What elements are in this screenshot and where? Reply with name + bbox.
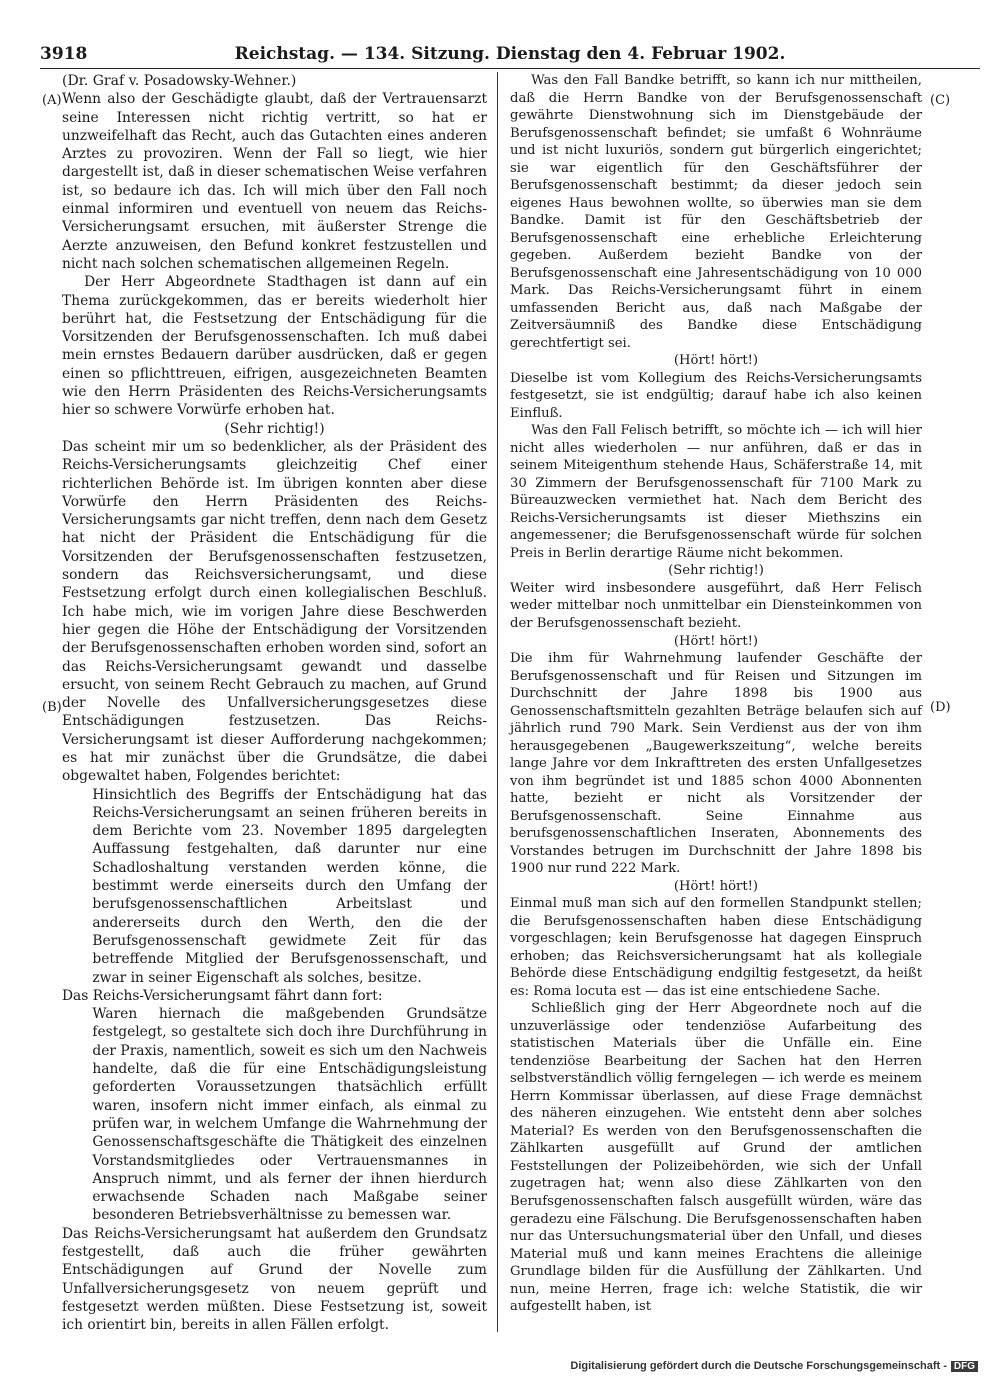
page-number: 3918: [40, 44, 88, 64]
paragraph: Der Herr Abgeordnete Stadthagen ist dann auf ein Thema zurückgekommen, das er bereits wiederholt hier berührt hat, die Festsetzung der Entschädigung für die Vorsitzenden der Berufsgenossenschaften. Ich muß dabei mein ernstes Bedauern darüber ausdrücken, daß er gegen einen so pflichttreuen, eifrigen, ausgezeichneten Beamten wie den Herrn Präsidenten des Reichs-Versicherungsamts hier so schwere Vorwürfe erhoben hat.: [62, 274, 487, 419]
interjection: (Hört! hört!): [673, 353, 759, 369]
paragraph: Schließlich ging der Herr Abgeordnete noch auf die unzuverlässige oder tendenziöse Aufarbeitung des statistischen Materials über die Unfälle ein. Eine tendenziöse Bearbeitung der Sachen hat den Herren selbstverständlich völlig ferngelegen — ich werde es meinem Herrn Kommissar überlassen, auf diese Frage demnächst des näheren einzugehen. Wie entsteht denn aber solches Material? Es werden von den Berufsgenossenschaften die Zählkarten ausgefüllt auf Grund der amtlichen Feststellungen der Polizeibehörden, wie sich der Unfall zugetragen hat; wenn also diese Zählkarten von den Berufsgenossenschaften falsch ausgefüllt würden, wäre das geradezu eine Fälschung. Die Berufsgenossenschaften haben nur das Untersuchungsmaterial über den Unfall, und dieses Material muß und kann meines Erachtens die alleinige Grundlage bilden für die Ausfüllung der Zählkarten. Und nun, meine Herren, frage ich: welche Statistik, die wir aufgestellt haben, ist: [510, 1001, 922, 1315]
page-header: [40, 44, 980, 66]
interjection: (Sehr richtig!): [224, 420, 325, 437]
paragraph: Wenn also der Geschädigte glaubt, daß der Vertrauensarzt seine Interessen nicht richtig vertritt, so hat er unzweifelhaft das Recht, auch das Gutachten eines anderen Arztes zu provoziren. Wenn der Fall so liegt, wie hier dargestellt ist, daß in dieser schematischen Weise verfahren ist, so bedaure ich das. Ich will mich über den Fall noch einmal informiren und eventuell von neuem das Reichs-Versicherungsamt ersuchen, mit äußerster Strenge die Aerzte anzuweisen, den Befund konkret festzustellen und nicht nach solchen schematischen allgemeinen Regeln.: [62, 91, 487, 272]
interjection: (Hört! hört!): [673, 633, 759, 649]
page-title: Reichstag. — 134. Sitzung. Dienstag den 4. Februar 1902.: [234, 44, 786, 64]
header-rule: [40, 68, 980, 69]
interjection: (Hört! hört!): [673, 878, 759, 894]
right-column: [510, 72, 922, 1316]
margin-mark-a: (A): [42, 93, 62, 108]
margin-mark-c: (C): [930, 93, 951, 108]
dfg-logo: DFG: [951, 1361, 978, 1372]
speaker-label: (Dr. Graf v. Posadowsky-Wehner.): [62, 73, 297, 89]
paragraph: Hinsichtlich des Begriffs der Entschädigung hat das Reichs-Versicherungsamt an seinen früheren bereits in dem Berichte vom 23. November 1895 dargelegten Auffassung festgehalten, daß darunter nur eine Schadloshaltung verstanden werden könne, die bestimmt werde einerseits durch den Umfang der berufsgenossenschaftlichen Arbeitslast und andererseits durch den Werth, den die der Berufsgenossenschaft gewidmete Zeit für das betreffende Mitglied der Berufsgenossenschaft, und zwar in seiner Eigenschaft als solches, besitze.: [92, 786, 487, 986]
paragraph: Weiter wird insbesondere ausgeführt, daß Herr Felisch weder mittelbar noch unmittelbar ein Diensteinkommen von der Berufsgenossenschaft bezieht.: [510, 580, 922, 631]
footer-credit: [570, 1360, 978, 1372]
paragraph: Das Reichs-Versicherungsamt hat außerdem den Grundsatz festgestellt, daß auch die früher gewährten Entschädigungen auf Grund der Novelle zum Unfallversicherungsgesetz von neuem geprüft und festgesetzt werden müßten. Diese Festsetzung ist, soweit ich orientirt bin, bereits in allen Fällen erfolgt.: [62, 1225, 487, 1334]
paragraph: Die ihm für Wahrnehmung laufender Geschäfte der Berufsgenossenschaft und für Reisen und Sitzungen im Durchschnitt der Jahre 1898 bis 1900 aus Genossenschaftsmitteln gezahlten Beträge belaufen sich auf jährlich rund 790 Mark. Sein Verdienst aus der von ihm herausgegebenen „Baugewerkszeitung“, welche bereits lange Jahre vor dem Inkrafttreten des ersten Unfallgesetzes von ihm begründet ist und 1885 schon 4000 Abonnenten hatte, bezieht er nicht als Vorsitzender der Berufsgenossenschaft. Seine Einnahme aus berufsgenossenschaftlichen Inseraten, Abonnements des Vorstandes betrugen im Durchschnitt der Jahre 1898 bis 1900 nur rund 222 Mark.: [510, 651, 922, 877]
paragraph: Das Reichs-Versicherungsamt fährt dann fort:: [62, 987, 383, 1004]
left-column: [62, 72, 487, 1334]
paragraph: Waren hiernach die maßgebenden Grundsätze festgelegt, so gestaltete sich doch ihre Durchführung in der Praxis, namentlich, soweit es sich um den Nachweis handelte, daß die für eine Entschädigungsleistung geforderten Voraussetzungen thatsächlich erfüllt waren, insofern nicht immer einfach, als einmal zu prüfen war, in welchem Umfange die Wahrnehmung der Genossenschaftsgeschäfte die Thätigkeit des einzelnen Vorstandsmitgliedes oder Vertrauensmannes in Anspruch nimmt, und als ferner der ihnen hierdurch erwachsende Schaden nach Maßgabe seiner besonderen Betriebsverhältnisse zu bemessen war.: [92, 1006, 487, 1224]
footer-text: Digitalisierung gefördert durch die Deutsche Forschungsgemeinschaft -: [570, 1360, 947, 1372]
paragraph: Dieselbe ist vom Kollegium des Reichs-Versicherungsamts festgesetzt, sie ist endgültig; darauf habe ich also keinen Einfluß.: [510, 370, 922, 421]
margin-mark-b: (B): [42, 700, 62, 715]
column-divider: [497, 72, 498, 1332]
paragraph: Was den Fall Bandke betrifft, so kann ich nur mittheilen, daß die Herrn Bandke von der Berufsgenossenschaft gewährte Dienstwohnung sich im Dienstgebäude der Berufsgenossenschaft befindet; sie umfaßt 6 Wohnräume und ist nicht luxuriös, sondern gut bürgerlich eingerichtet; sie war eigentlich für den Geschäftsführer der Berufsgenossenschaft bestimmt; da dieser jedoch sein eigenes Haus bewohnen wollte, so überwies man sie dem Bandke. Damit ist für den Geschäftsbetrieb der Berufsgenossenschaft eine erhebliche Erleichterung gegeben. Außerdem bezieht Bandke von der Berufsgenossenschaft eine Jahresentschädigung von 10 000 Mark. Das Reichs-Versicherungsamt führt in einem umfassenden Bericht aus, daß nach Maßgabe der Zeitversäumniß des Bandke diese Entschädigung gerechtfertigt sei.: [510, 73, 922, 351]
margin-mark-d: (D): [930, 700, 951, 715]
interjection: (Sehr richtig!): [668, 563, 764, 579]
paragraph: Was den Fall Felisch betrifft, so möchte ich — ich will hier nicht alles wiederholen — nur anführen, daß er das in seinem Miteigenthum stehende Haus, Schäferstraße 14, mit 30 Zimmern der Berufsgenossenschaft für 7100 Mark zu Büreauzwecken vermiethet hat. Nach dem Bericht des Reichs-Versicherungsamts ist dieser Miethszins ein angemessener; die Berufsgenossenschaft würde für solchen Preis in Berlin derartige Räume nicht bekommen.: [510, 423, 922, 561]
paragraph: Einmal muß man sich auf den formellen Standpunkt stellen; die Berufsgenossenschaften haben diese Entschädigung vorgeschlagen; kein Berufsgenosse hat dagegen Einspruch erhoben; das Reichsversicherungsamt hat als kollegiale Behörde diese Entschädigung endgiltig festgesetzt, da heißt es: Roma locuta est — das ist eine entschiedene Sache.: [510, 896, 922, 999]
paragraph: Das scheint mir um so bedenklicher, als der Präsident des Reichs-Versicherungsamts gleichzeitig Chef einer richterlichen Behörde ist. Im übrigen konnten aber diese Vorwürfe den Herrn Präsidenten des Reichs-Versicherungsamts gar nicht treffen, denn nach dem Gesetz hat nicht der Präsident die Entschädigung für die Vorsitzenden der Berufsgenossenschaften festzusetzen, sondern das Reichsversicherungsamt, und diese Festsetzung erfolgt durch einen kollegialischen Beschluß. Ich habe mich, wie im vorigen Jahre diese Beschwerden hier gegen die Höhe der Entschädigung der Vorsitzenden der Berufsgenossenschaften erhoben worden sind, sofort an das Reichs-Versicherungsamt gewandt und dasselbe ersucht, von seinem Recht Gebrauch zu machen, auf Grund der Novelle des Unfallversicherungsgesetzes diese Entschädigungen festzusetzen. Das Reichs-Versicherungsamt ist dieser Aufforderung nachgekommen; es hat mir zunächst über die Grundsätze, die dabei obgewaltet haben, Folgendes berichtet:: [62, 438, 487, 785]
